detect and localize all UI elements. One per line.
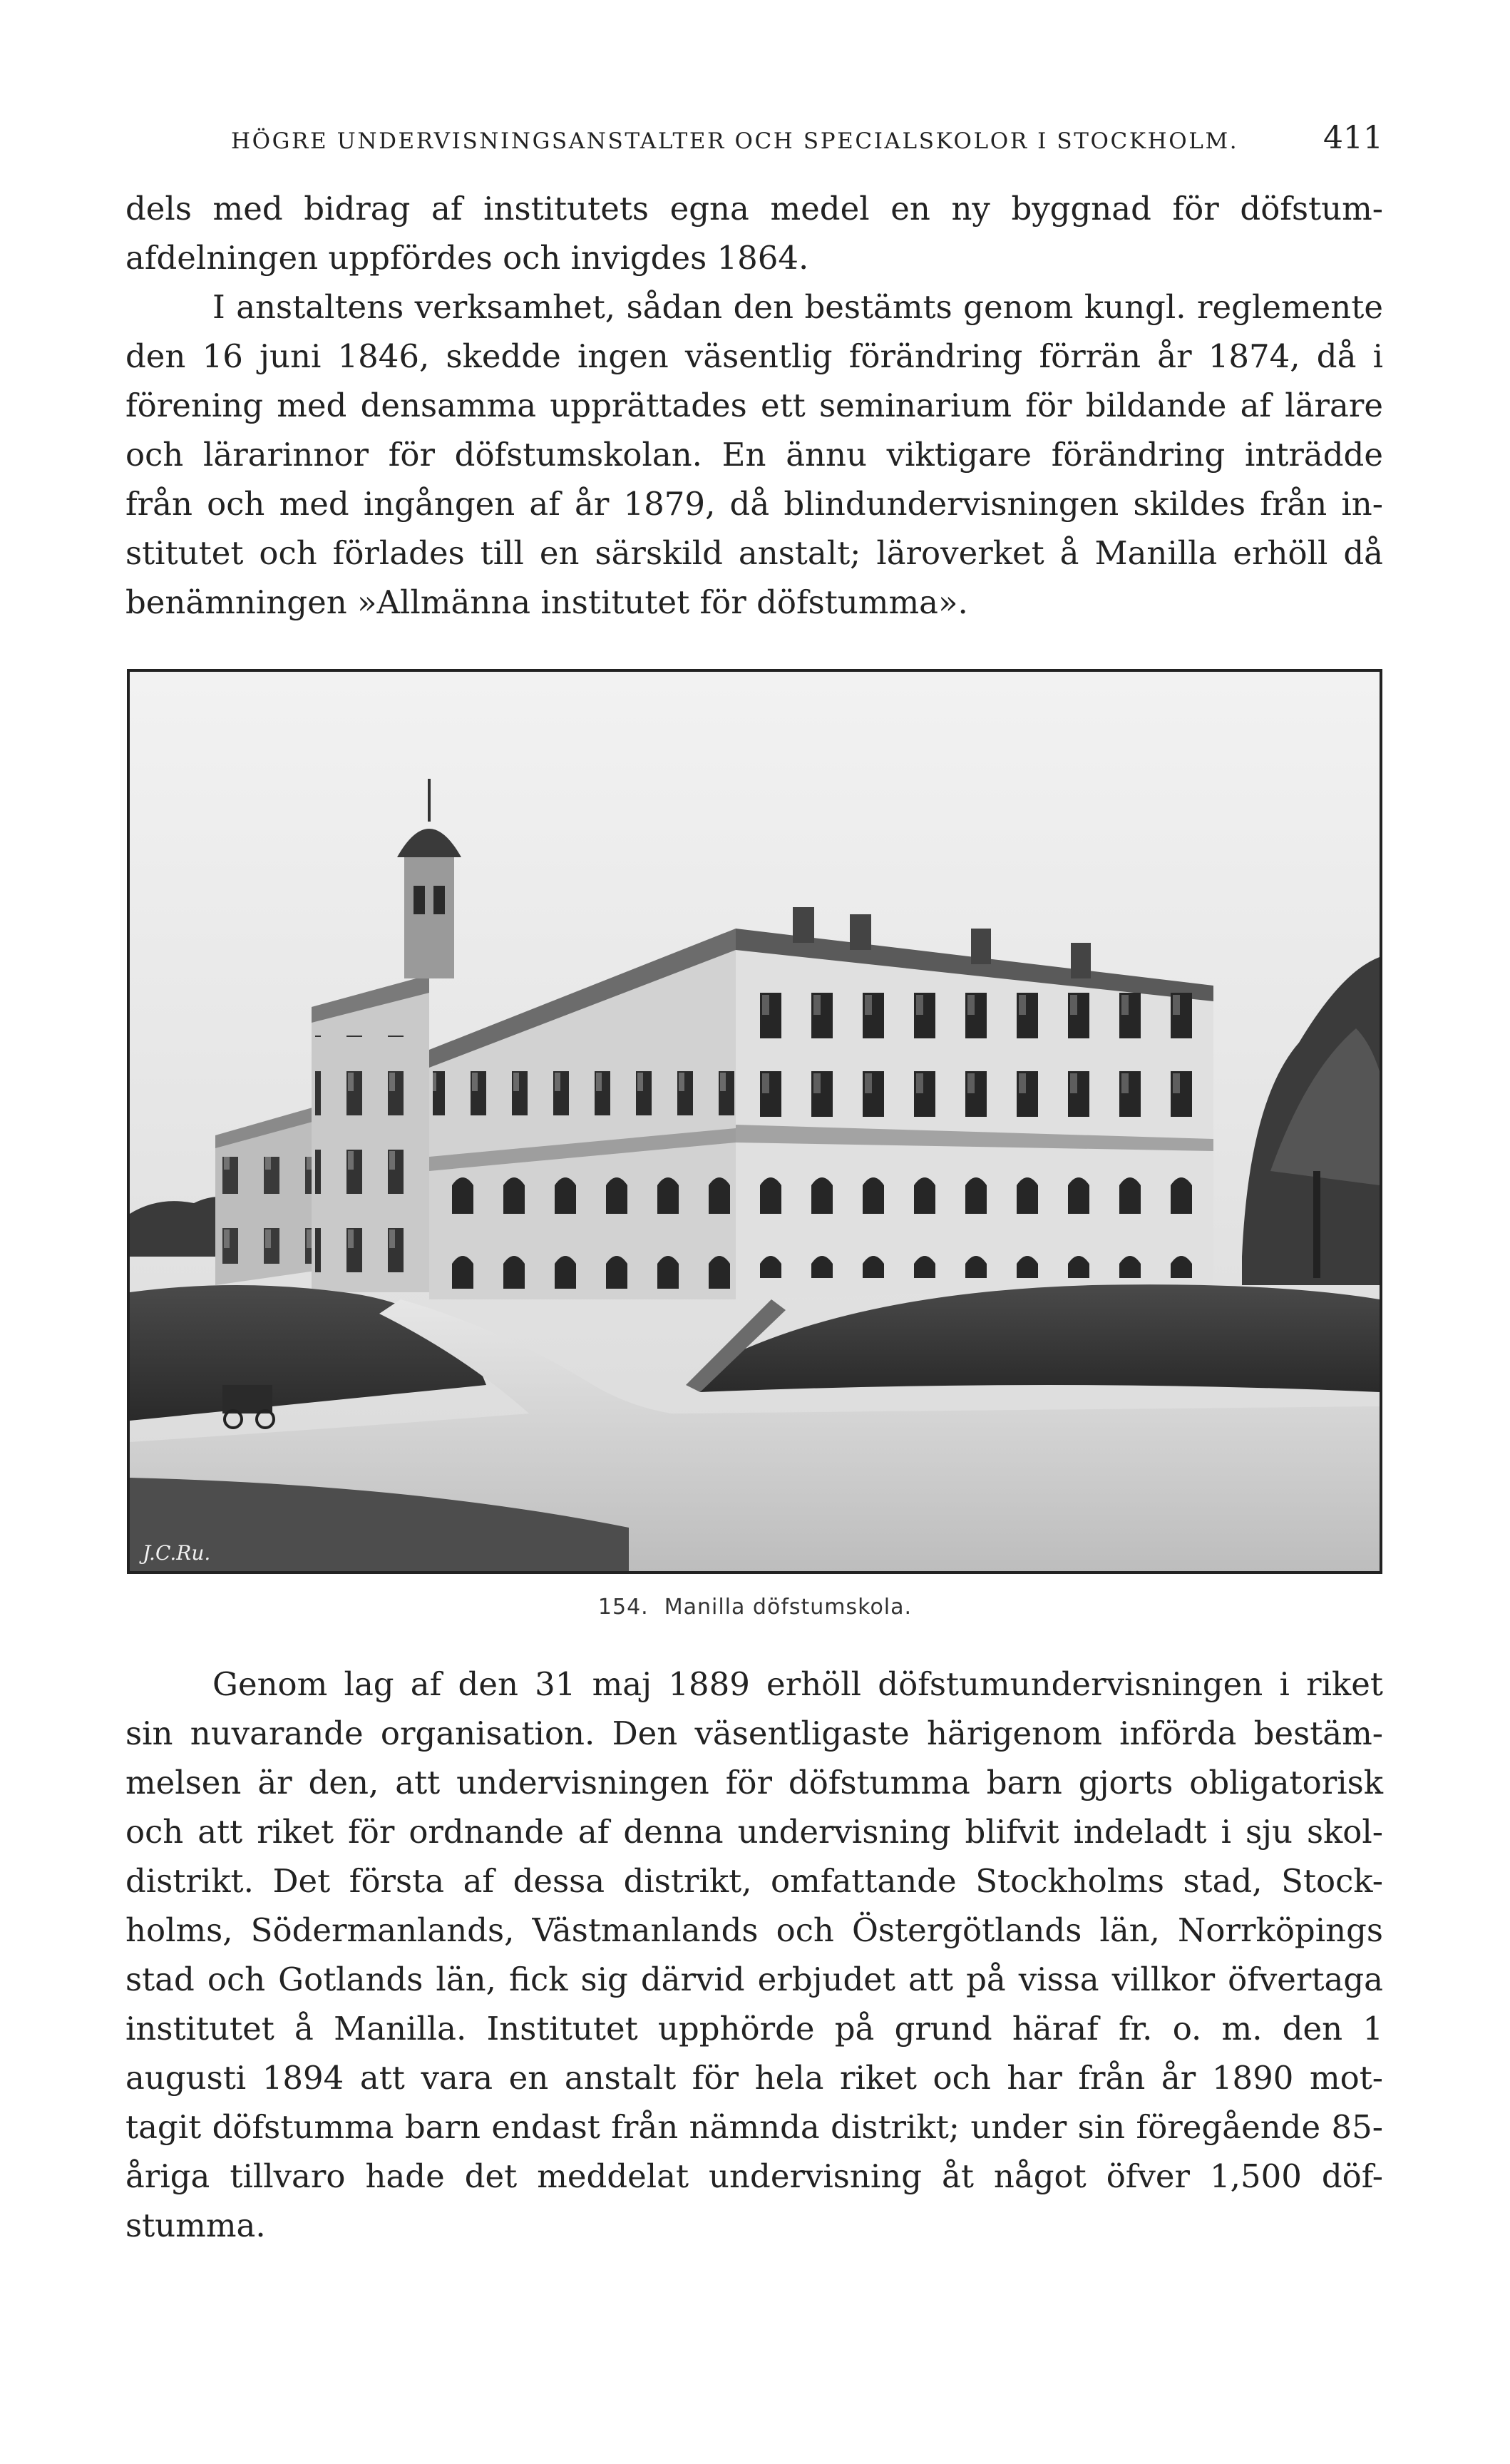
- text-line: distrikt. Det första af dessa distrikt, omfattande Stockholms stad, Stock-: [125, 1862, 1383, 1900]
- figure-caption-text: Manilla döfstumskola.: [664, 1595, 913, 1620]
- text-line: den 16 juni 1846, skedde ingen väsentlig förändring förrän år 1874, då i: [125, 337, 1383, 375]
- svg-text:J.C.Ru.: J.C.Ru.: [143, 1541, 211, 1565]
- page-number: 411: [1323, 120, 1383, 156]
- paragraph-3: [125, 1660, 1383, 2250]
- building-left-wing: [215, 1107, 315, 1285]
- text-line: afdelningen uppfördes och invigdes 1864.: [125, 239, 809, 277]
- text-line: melsen är den, att undervisningen för döfstumma barn gjorts obligatorisk: [125, 1764, 1383, 1801]
- text-line: stad och Gotlands län, fick sig därvid erbjudet att på vissa villkor öfvertaga: [125, 1961, 1383, 1998]
- running-head: [125, 120, 1383, 163]
- building-photo-illustration: [130, 672, 1380, 1571]
- text-line: stitutet och förlades till en särskild anstalt; läroverket å Manilla erhöll då: [125, 534, 1383, 572]
- text-line: tagit döfstumma barn endast från nämnda distrikt; under sin föregående 85-: [125, 2108, 1383, 2146]
- text-line: stumma.: [125, 2207, 266, 2244]
- figure-photo-manilla-school: [127, 669, 1382, 1574]
- running-title: HÖGRE UNDERVISNINGSANSTALTER OCH SPECIALSKOLOR I STOCKHOLM.: [231, 128, 1239, 154]
- text-line: sin nuvarande organisation. Den väsentligaste härigenom införda bestäm-: [125, 1714, 1383, 1752]
- text-line: holms, Södermanlands, Västmanlands och Östergötlands län, Norrköpings: [125, 1911, 1383, 1949]
- figure-caption: [0, 1595, 1510, 1620]
- paragraph-1: [125, 184, 1383, 282]
- text-line: I anstaltens verksamhet, sådan den bestämts genom kungl. reglemente: [212, 288, 1383, 326]
- text-line: augusti 1894 att vara en anstalt för hela riket och har från år 1890 mot-: [125, 2059, 1383, 2097]
- paragraph-2: [125, 282, 1383, 627]
- text-line: från och med ingången af år 1879, då blindundervisningen skildes från in-: [125, 485, 1383, 523]
- text-line: och att riket för ordnande af denna undervisning blifvit indeladt i sju skol-: [125, 1813, 1383, 1851]
- text-line: åriga tillvaro hade det meddelat undervisning åt något öfver 1,500 döf-: [125, 2157, 1383, 2195]
- text-line: institutet å Manilla. Institutet upphörde på grund häraf fr. o. m. den 1: [125, 2010, 1383, 2048]
- text-line: dels med bidrag af institutets egna medel en ny byggnad för döfstum-: [125, 190, 1383, 228]
- text-line: benämningen »Allmänna institutet för döfstumma».: [125, 583, 968, 621]
- text-line: och lärarinnor för döfstumskolan. En ännu viktigare förändring inträdde: [125, 436, 1383, 474]
- text-line: Genom lag af den 31 maj 1889 erhöll döfstumundervisningen i riket: [212, 1665, 1383, 1703]
- figure-number: 154.: [597, 1595, 649, 1620]
- text-line: förening med densamma upprättades ett seminarium för bildande af lärare: [125, 387, 1383, 424]
